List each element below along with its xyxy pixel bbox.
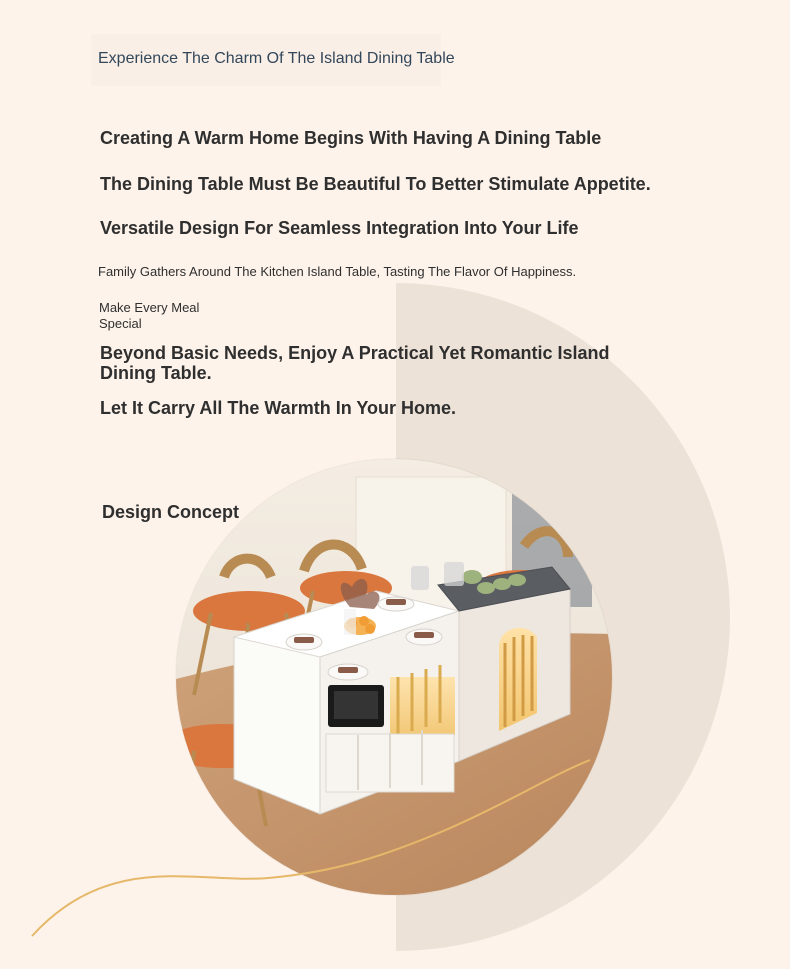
tagline-2: The Dining Table Must Be Beautiful To Better Stimulate Appetite. [100, 174, 651, 194]
page-title: Experience The Charm Of The Island Dining Table [98, 50, 455, 67]
tagline-6: Beyond Basic Needs, Enjoy A Practical Yet Romantic Island Dining Table. [100, 343, 610, 383]
tagline-5: Make Every Meal Special [99, 300, 200, 331]
tagline-4: Family Gathers Around The Kitchen Island Table, Tasting The Flavor Of Happiness. [98, 264, 577, 279]
section-label-design-concept: Design Concept [102, 502, 240, 522]
tagline-7: Let It Carry All The Warmth In Your Home. [100, 398, 457, 418]
tagline-1: Creating A Warm Home Begins With Having A Dining Table [100, 128, 602, 148]
dining-table-photo [176, 459, 612, 895]
tagline-3: Versatile Design For Seamless Integration Into Your Life [100, 218, 579, 238]
